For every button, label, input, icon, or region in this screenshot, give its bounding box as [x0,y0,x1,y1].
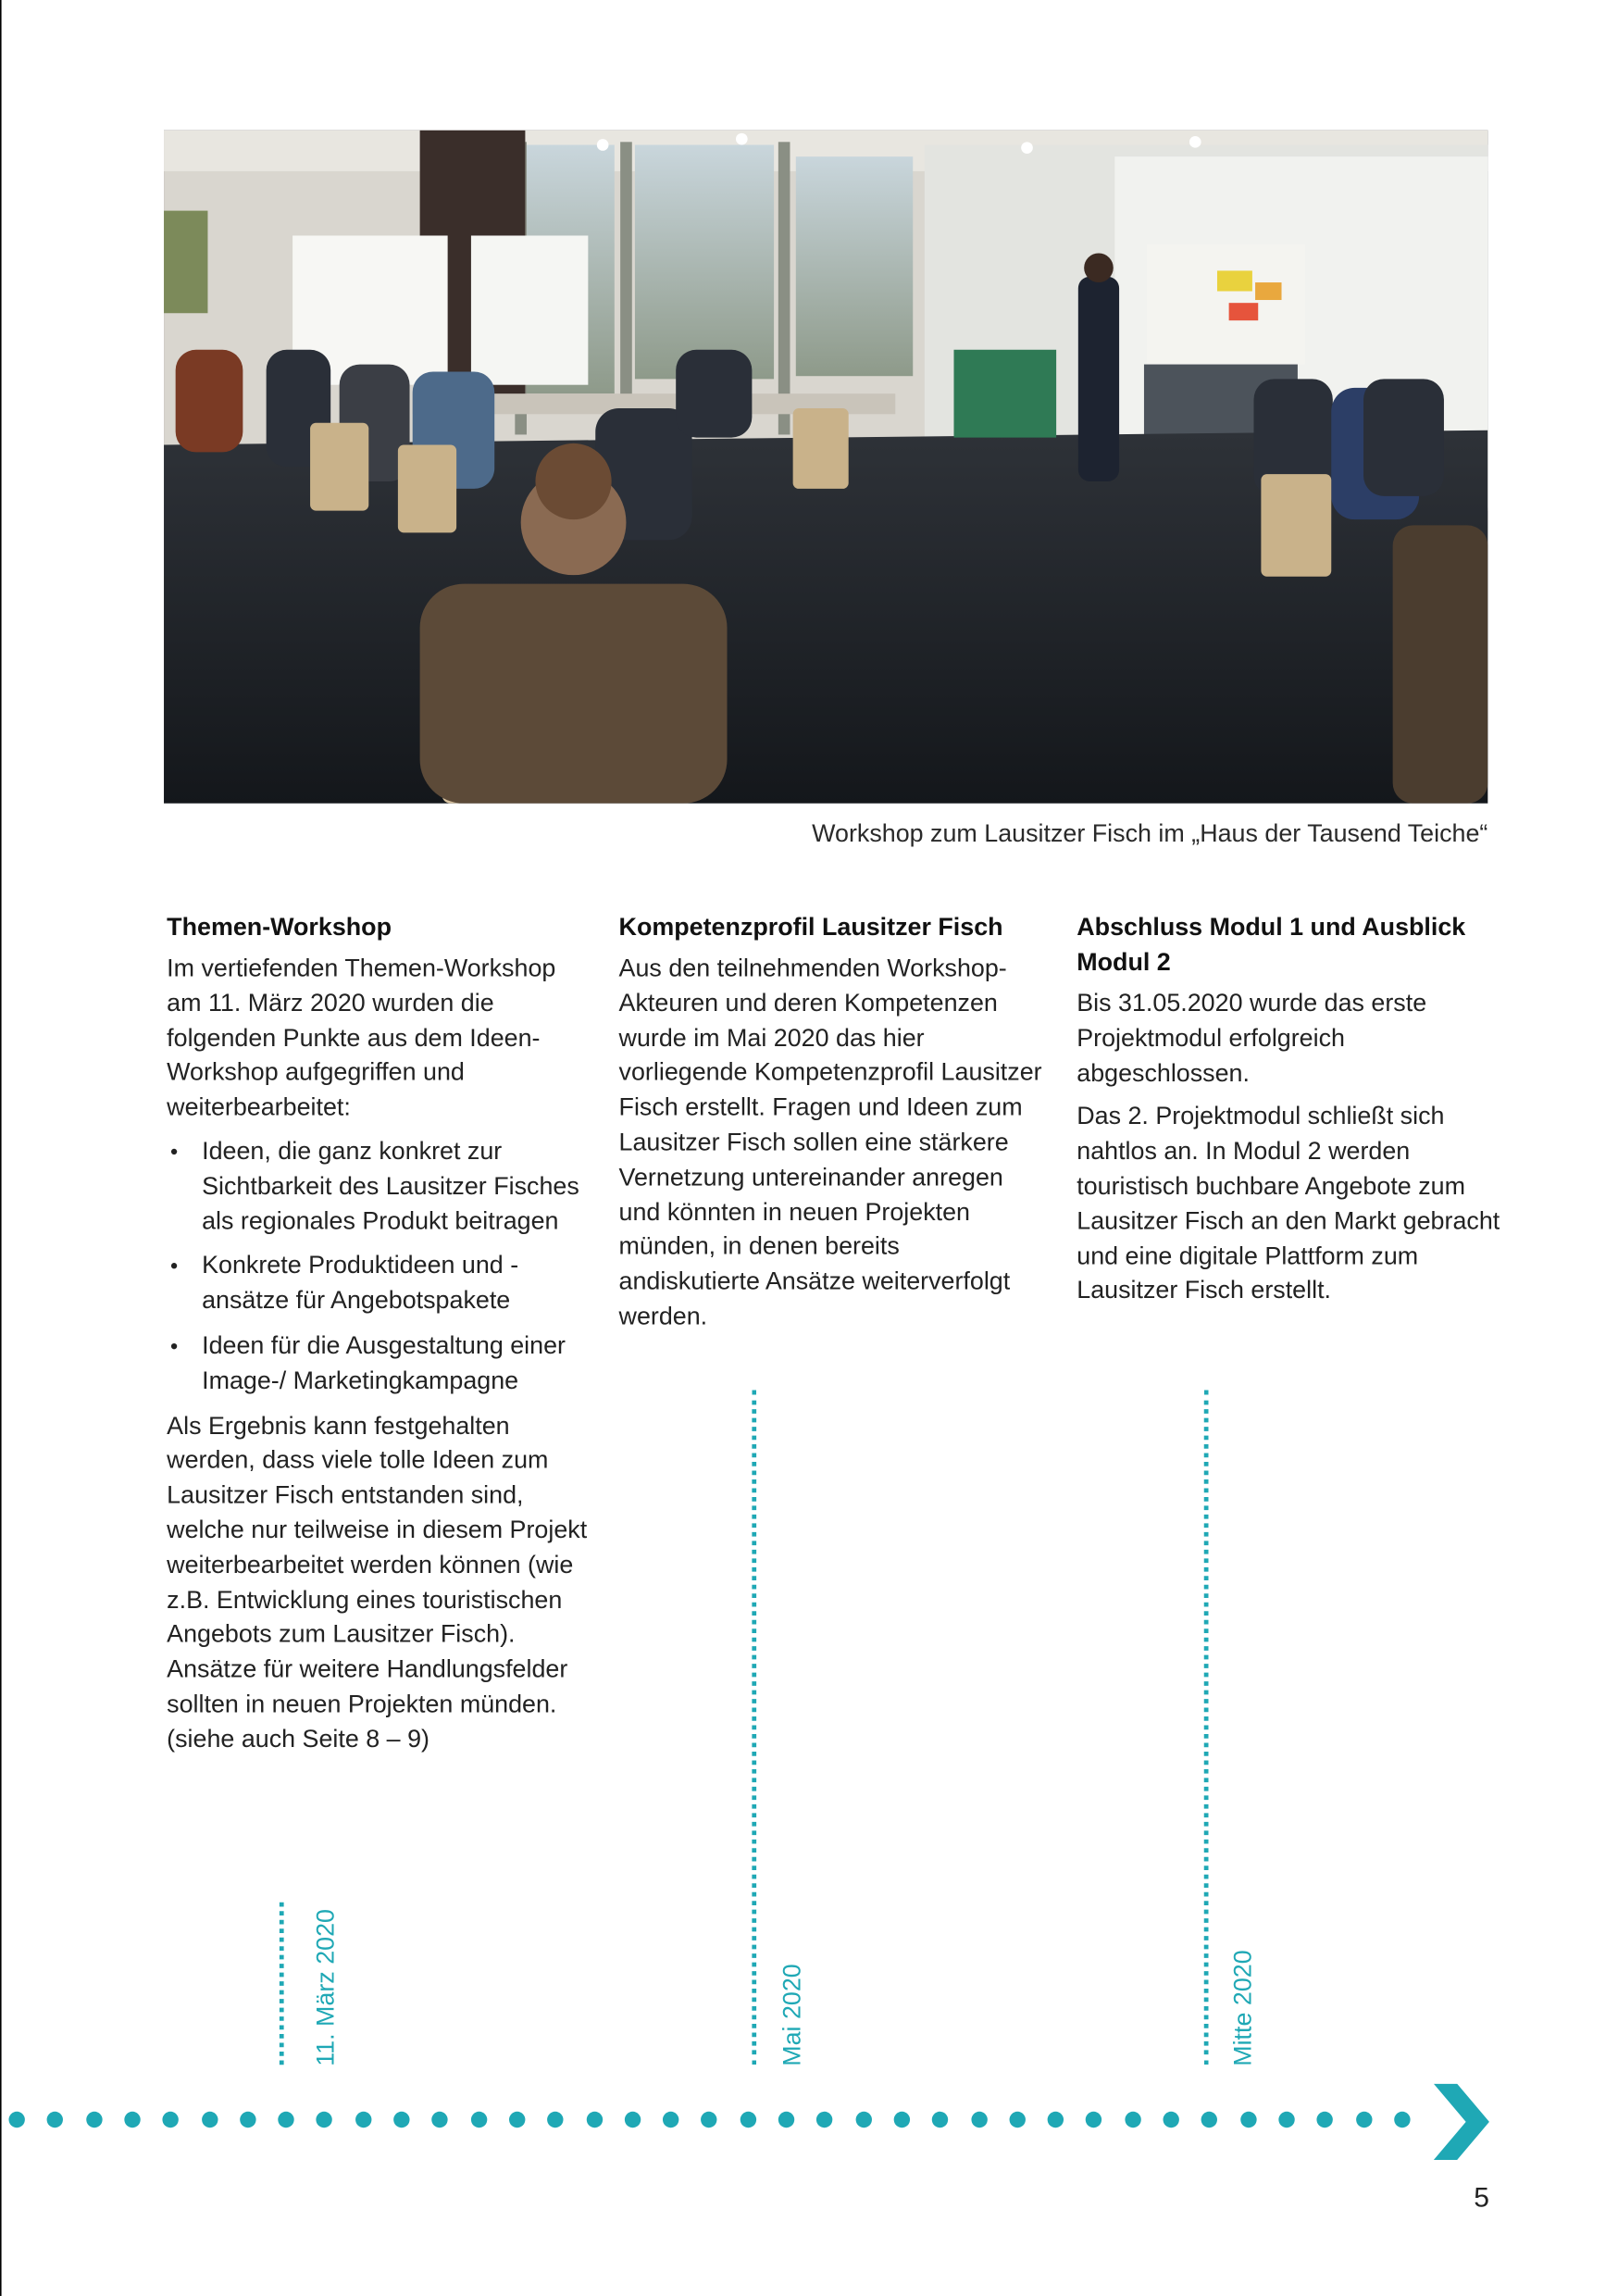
timeline-dot [509,2112,525,2128]
timeline-dot [932,2112,948,2128]
workshop-photo-illustration [164,131,1487,804]
timeline-marker-line [752,1391,756,2065]
page-edge-line [0,0,2,2296]
timeline-dot [470,2112,486,2128]
timeline-dot [816,2112,832,2128]
timeline-dot [663,2112,678,2128]
timeline-dot [124,2112,140,2128]
bullet-list [167,1134,591,1398]
column-paragraph: Aus den teilnehmenden Workshop-Akteuren und deren Kompetenzen wurde im Mai 2020 das hier vorliegende Kompetenzprofil Lausitzer Fisch erstellt. Fragen und Ideen zum Lausitzer Fisch sollen eine stärkere Vernetzung untereinander anregen und könnten in neuen Projekten münden, in denen bereits andiskutierte Ansätze weiterverfolgt werden. [618,954,1042,1330]
column-heading: Kompetenzprofil Lausitzer Fisch [618,913,1003,942]
timeline-dot [971,2112,987,2128]
timeline-dot [393,2112,409,2128]
column-paragraph: Bis 31.05.2020 wurde das erste Projektmodul erfolgreich abgeschlossen. [1077,989,1427,1087]
column-kompetenzprofil [619,910,1043,1342]
timeline-dot [355,2112,371,2128]
timeline-dot [432,2112,448,2128]
timeline-dot [1125,2112,1140,2128]
timeline-dot [1048,2112,1064,2128]
timeline-marker-line [1204,1391,1209,2065]
page-number: 5 [1474,2183,1489,2215]
timeline-dot [855,2112,871,2128]
column-heading: Abschluss Modul 1 und Ausblick Modul 2 [1077,913,1466,977]
timeline-dot [8,2112,24,2128]
timeline-dot [47,2112,63,2128]
column-themen-workshop [167,910,591,1766]
list-item: Konkrete Produktideen und -ansätze für Angebotspakete [167,1249,591,1318]
timeline-dot [1163,2112,1178,2128]
column-heading: Themen-Workshop [167,913,392,942]
photo-caption: Workshop zum Lausitzer Fisch im „Haus der Tausend Teiche“ [812,819,1488,848]
timeline-date-label: Mitte 2020 [1228,1950,1257,2066]
timeline-dot [1240,2112,1256,2128]
timeline-dot [702,2112,717,2128]
column-outro: Als Ergebnis kann festgehalten werden, dass viele tolle Ideen zum Lausitzer Fisch entstanden sind, welche nur teilweise in diesem Projekt weiterbearbeitet werden können (wie z.B. Entwicklung eines touristischen Angebots zum Lausitzer Fisch). Ansätze für weitere Handlungsfelder sollten in neuen Projekten münden. (siehe auch Seite 8 – 9) [167,1411,588,1753]
list-item: Ideen für die Ausgestaltung einer Image-/ Marketingkampagne [167,1329,591,1398]
workshop-photo [164,131,1487,804]
timeline-dot [163,2112,179,2128]
timeline-date-label: Mai 2020 [778,1964,806,2066]
timeline-dot [1086,2112,1101,2128]
timeline-dot [86,2112,102,2128]
timeline-dot [625,2112,641,2128]
timeline-dot [240,2112,255,2128]
timeline-date-label: 11. März 2020 [311,1909,340,2066]
timeline-dot [1278,2112,1294,2128]
timeline-marker-line [280,1903,284,2065]
timeline-dot [778,2112,794,2128]
timeline-dot [278,2112,293,2128]
timeline-dot [201,2112,217,2128]
timeline-dot [740,2112,755,2128]
timeline-dot [1355,2112,1371,2128]
timeline-dot [547,2112,563,2128]
timeline-dot [586,2112,602,2128]
timeline-dot [1394,2112,1410,2128]
column-intro: Im vertiefenden Themen-Workshop am 11. März 2020 wurden die folgenden Punkte aus dem Ideen-Workshop aufgegriffen und weiterbearbeitet: [167,954,556,1122]
timeline-dot [894,2112,910,2128]
column-abschluss-modul [1077,910,1500,1317]
timeline-dot [317,2112,332,2128]
chevron-right-icon [1428,2084,1489,2160]
column-paragraph: Das 2. Projektmodul schließt sich nahtlos an. In Modul 2 werden touristisch buchbare Angebote zum Lausitzer Fisch an den Markt gebracht und eine digitale Plattform zum Lausitzer Fisch erstellt. [1077,1102,1500,1304]
timeline-dot [1317,2112,1333,2128]
timeline-dot [1201,2112,1217,2128]
timeline-dot [1009,2112,1025,2128]
list-item: Ideen, die ganz konkret zur Sichtbarkeit des Lausitzer Fisches als regionales Produkt beitragen [167,1134,591,1239]
